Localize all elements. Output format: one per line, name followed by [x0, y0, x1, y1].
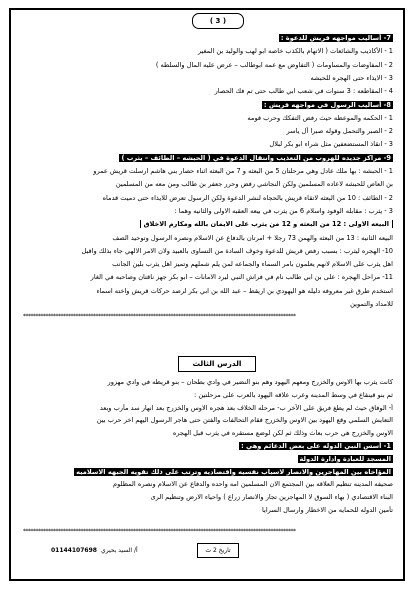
section-a-line [21, 74, 393, 82]
divider-stars: ************************************************************************************************************* [23, 313, 296, 320]
section-a-line-text: 11- مراحل الهجره : على بن ابي طالب نام في فراش النبي ليرد الامانات – ابو بكر جهز ناقتان وصاحبه في الغار [90, 273, 393, 282]
section-a-line [21, 220, 393, 228]
footer-phone: 01144107698 [51, 547, 97, 554]
section-a-line [21, 180, 393, 188]
section-b-line [21, 378, 393, 386]
section-b-line [21, 506, 393, 514]
page-number: ( 3 ) [192, 13, 244, 29]
section-a-line [21, 247, 393, 255]
section-b-line [21, 493, 393, 501]
section-b-line-text: التعايش السلمي وقع اليهود بين الاوس والخزرج فقام التحالفات والفتن حتى هاجر الرسول اليهم اخر حرب بين [96, 416, 393, 425]
section-a-line-text: 2 - الصبر والتحمل وقوله صبرا آل ياسر [286, 127, 393, 136]
section-a-line [21, 287, 393, 295]
section-b-line-text: صحيفه المدينه تنظيم العلاقه بين المجتمع الان المسلمين امه واحده والدفاع عن الاسلام ونصره المظلوم [113, 480, 393, 489]
section-a-line-text: استخدم طرق غير معروفه دليله هو اليهودي بن اريقط – عبد الله بن ابي بكر لرصد حركات قريش واخته اسماء [96, 286, 393, 295]
section-b-line-text: كانت يثرب بها الاوس والخزرج ومعهم اليهود وهم بنو النضير في وادي بطحان – بنو قريظه في وادي مهزور [107, 378, 393, 386]
section-a-line [21, 154, 393, 162]
section-a-line [21, 127, 393, 135]
section-b-line [21, 404, 393, 412]
section-a-line-text: 1 - الأكاذيب والشائعات ( الاتهام بالكذب خاصه ابو لهب والوليد بن المغير [197, 47, 393, 56]
footer-author: أ/ السيد بحيري [101, 547, 138, 554]
section-a-line-text: 2 - الطائف : 10 من البعثه لاتقاء قريش بالحجاه لنشر الدعوة ولكن الرسول تعرض للايذاء حتى دميت قدماه [102, 193, 393, 202]
section-a-line-text: 2 - المفاوضات والمساومات ( التفاوض مع عمه ابوطالب – عرض عليه المال والسلطه ) [155, 60, 393, 69]
section-a-line [21, 260, 393, 268]
section-b-line [21, 468, 393, 476]
section-a-line [21, 234, 393, 242]
section-a-line-text: بن العاص للحبشه لاعاده المسلمين ولكن النجاشي رفض وحرر جعفر بن طالب ومن معه من المسلمين [115, 180, 393, 189]
section-a-line [21, 34, 393, 42]
section-b-line-text: المسجد للعبادة وادارة الدولة [299, 454, 391, 463]
section-b-line-text: البناء الاقتصادي ( بهاء السوق لا المهاجرين تجار والانصار زراع ) واحياء الارض وتنظيم الرى [150, 493, 393, 502]
section-b-line-text: المؤاخاه بين المهاجرين والانصار لاسباب نفسيه واقتصاديه وترتب على ذلك تقويه الجبهه الاسلاميه [76, 467, 391, 476]
divider-stars-bottom: ************************************************************************************************************* [23, 528, 296, 535]
section-b-line-text: الاوس والخزرج هي حرب بعاث وذلك ثم لكن لوضع مستقره في يثرب قبل الهجره [172, 429, 393, 438]
section-a-line [21, 207, 393, 215]
section-a-line-text: 3 - يثرب : مقابله الوفود واسلام 6 من يثرب في بيعه العقبه الاولى والثانيه وهما : [174, 206, 393, 215]
section-b-line [21, 391, 393, 399]
section-b-line [21, 442, 393, 450]
section-a-line [21, 114, 393, 122]
section-a-line [21, 273, 393, 281]
footer-date-box: تاريخ 2 ث [197, 543, 239, 558]
section-b-line-text: ثم بنو قينقاع في وسط المدينه وعرب علاقه اليهود بالعرب على مرحلتين : [194, 390, 393, 399]
section-a-line-text: 1 - الحكمه والموعظه حيث رفض التفكك وحرب قومه [247, 113, 393, 122]
section-b-line [21, 416, 393, 424]
section-a-line-text: 3 - الايذاء حتى الهجره للحبشه [310, 73, 393, 82]
section-a-line-text: اهل يثرب على الاسلام لانهم يعلمون بامر السماء والجماعه لمن يلم شملهم وتميز اهل يثرب بلين الجانب [112, 260, 393, 269]
section-a-line-text: 7- أساليب مواجهه قريش للدعوة : [280, 34, 391, 42]
section-a-line-text: 4 - المقاطعه : 3 سنوات في شعب ابي طالب حتى تم فك الحصار [214, 87, 393, 96]
section-a-line-text: 10- الهجره ليثرب : بسبب رفض قريش للدعوة وخوف السادة من التساوى بالعبيد ولان الامر الالهي جاء بذلك واقبل [81, 246, 393, 255]
section-a-line-text: 1 - الحبشه : بها ملك عادل وهي مرحلتان 5 من البعثه و 7 من البعثه اثناء حصار بني هاشم ارسلت قريش عمرو [93, 167, 393, 175]
section-a-line [21, 140, 393, 148]
section-a-line-text: للامداد والتموين [350, 300, 393, 308]
section-a-line-text: 9- مراكز جديده للهروب من التعذيب وانتقال الدعوة في ( الحبشه – الطائف – يثرب ) [121, 153, 391, 162]
section-a-line [21, 300, 393, 308]
section-a-line-text: 3 - انقاذ المستضعفين مثل شراء ابو بكر لبلال [269, 140, 393, 149]
section-b-line [21, 455, 393, 463]
section-a-line-text: البيعه الاولى : 12 من البعثه و 12 من يثرب على الايمان بالله ومكارم الاخلاق [140, 220, 393, 228]
section-b-line [21, 429, 393, 437]
section-a-line [21, 167, 393, 175]
section-a-line-text: البيعه الثانيه : 13 من البعثه والهمن 73 رجلا + امرتان بالدفاع عن الاسلام ونصره الرسول وتوحيد الصف [112, 233, 393, 242]
section-b-line-text: تأمين الدوله للحمايه من الاخطار وارسال السرايا [261, 506, 393, 514]
section-b-line-text: أ- الوفاق حيث لم يطغ فريق على الآخر ب- مرحله الخلاف بعد هجره الاوس والخزرج بعد انهار سد مأرب وبعد [99, 403, 393, 412]
section-b-line [21, 480, 393, 488]
section-a-line [21, 101, 393, 109]
lesson-title: الدرس الثالث [178, 356, 256, 372]
document-page [9, 8, 405, 581]
section-a-line-text: 8- أساليب الرسول في مواجهه قريش : [263, 100, 391, 109]
section-a-line [21, 61, 393, 69]
section-a-line [21, 87, 393, 95]
section-a-line [21, 47, 393, 55]
section-a-line [21, 194, 393, 202]
section-b-line-text: 1- أسس النبي الدوله على بعض الدعائم وهي : [241, 442, 391, 450]
